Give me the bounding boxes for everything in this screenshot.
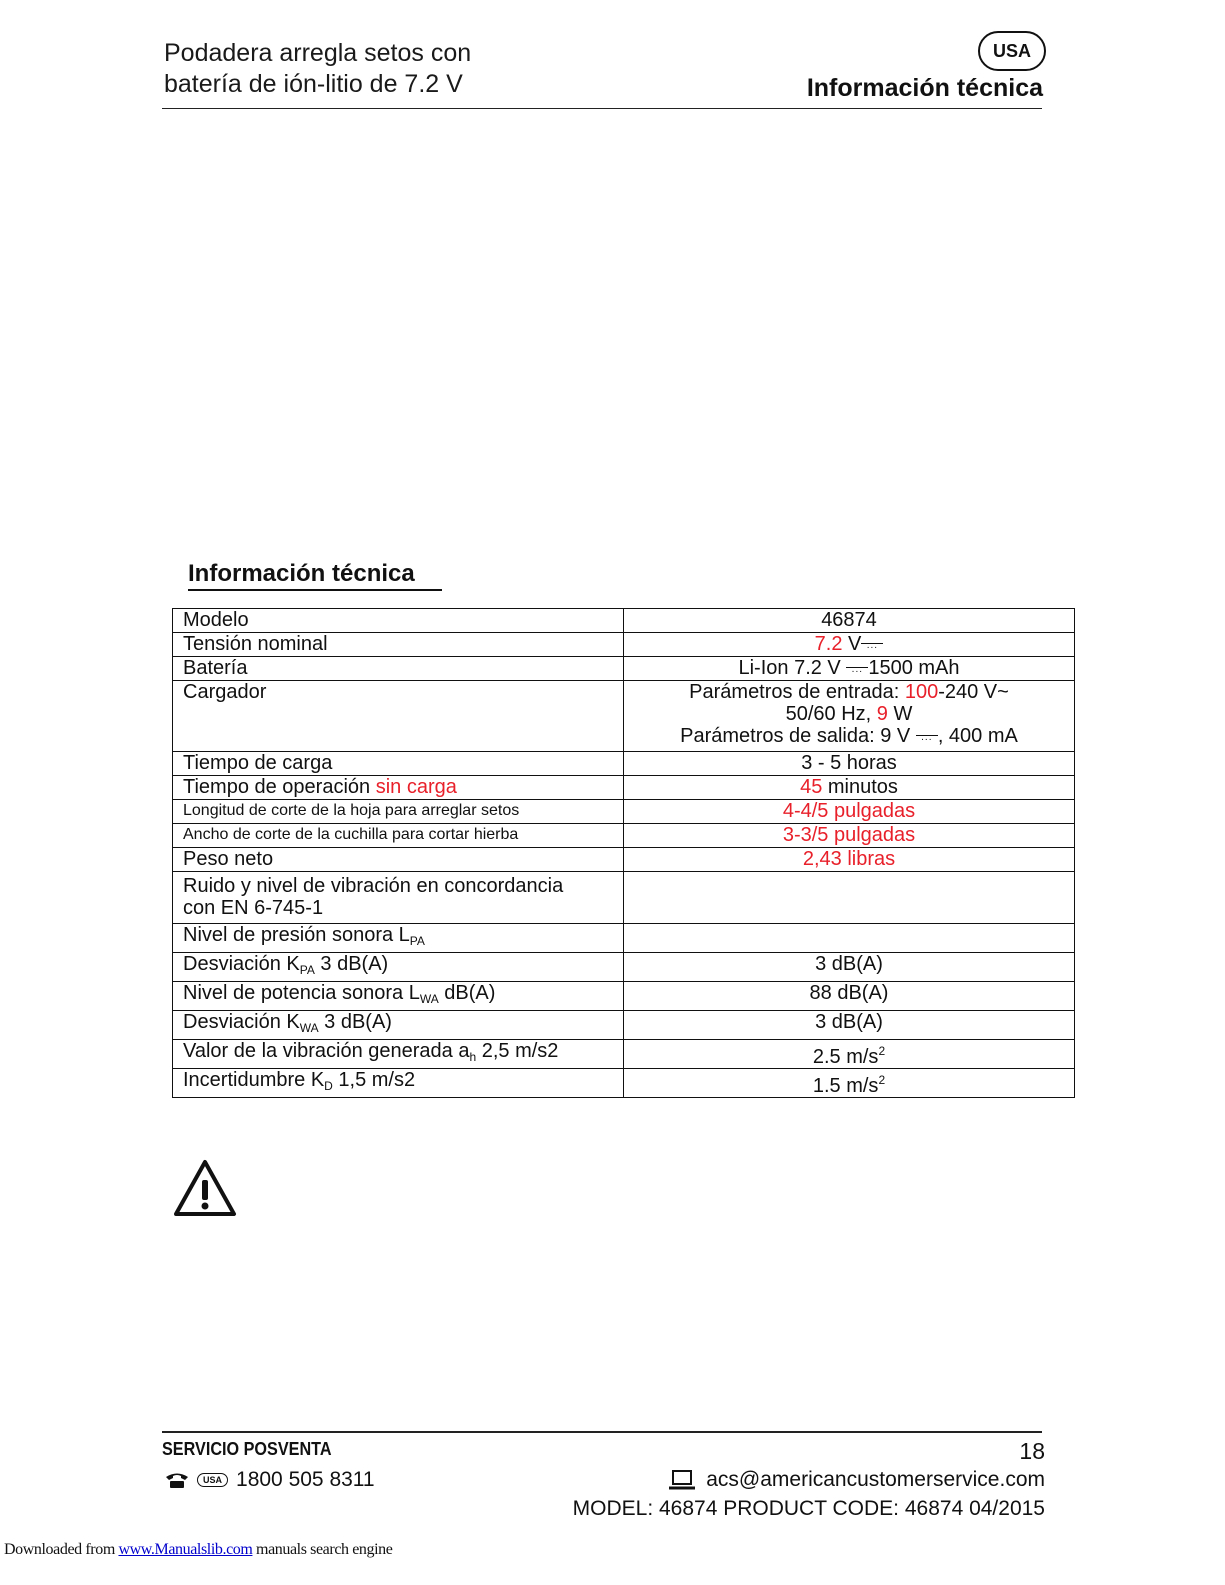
row-label: Batería [173, 657, 624, 681]
value-text: , 400 mA [937, 725, 1018, 747]
label-subscript: D [324, 1079, 333, 1093]
value-highlight: 45 [800, 776, 823, 798]
laptop-icon [668, 1469, 696, 1491]
label-subscript: WA [299, 1021, 319, 1035]
warning-icon [172, 1158, 238, 1218]
value-text: 50/60 Hz, [785, 703, 877, 725]
row-label: Peso neto [173, 848, 624, 872]
download-note [4, 1541, 392, 1559]
label-text: Nivel de presión sonora L [183, 924, 410, 946]
table-row [173, 848, 1075, 872]
dc-symbol-icon: ... [916, 735, 938, 748]
row-label: Ancho de corte de la cuchilla para cortar hierba [173, 824, 624, 848]
table-row [173, 681, 1075, 752]
row-value: 4-4/5 pulgadas [624, 800, 1075, 824]
value-text: Parámetros de salida: 9 V [680, 725, 911, 747]
table-row [173, 924, 1075, 953]
table-row [173, 982, 1075, 1011]
row-value: 88 dB(A) [624, 982, 1075, 1011]
row-label [173, 1069, 624, 1098]
value-text: V [848, 633, 862, 655]
value-text: -240 V~ [938, 681, 1009, 703]
value-superscript: 2 [878, 1044, 886, 1058]
row-value [624, 776, 1075, 800]
row-label [173, 1011, 624, 1040]
email-address: acs@americancustomerservice.com [706, 1468, 1045, 1491]
header-divider [162, 108, 1042, 109]
value-highlight: 9 [876, 703, 888, 725]
telephone-icon [165, 1471, 189, 1489]
row-label: Longitud de corte de la hoja para arreglar setos [173, 800, 624, 824]
table-row [173, 776, 1075, 800]
row-value [624, 924, 1075, 953]
row-value [624, 872, 1075, 924]
label-text: 2,5 m/s2 [476, 1040, 559, 1062]
usa-mini-badge: USA [197, 1473, 228, 1487]
service-heading: SERVICIO POSVENTA [162, 1439, 332, 1459]
label-subscript: PA [299, 963, 315, 977]
table-row [173, 657, 1075, 681]
label-text: Tiempo de operación [183, 776, 376, 798]
row-value [624, 1040, 1075, 1069]
phone-number: 1800 505 8311 [236, 1468, 375, 1491]
row-value: 3-3/5 pulgadas [624, 824, 1075, 848]
title-line-1: Podadera arregla setos con [164, 39, 472, 67]
label-line: con EN 6-745-1 [183, 897, 324, 919]
label-text: 3 dB(A) [314, 953, 389, 975]
table-row [173, 800, 1075, 824]
row-value: 3 dB(A) [624, 1011, 1075, 1040]
value-text: W [887, 703, 913, 725]
row-label: Tiempo de carga [173, 752, 624, 776]
row-label: Cargador [173, 681, 624, 752]
charger-input-line [634, 681, 1064, 703]
download-suffix: manuals search engine [252, 1541, 393, 1558]
phone-contact [165, 1468, 375, 1492]
charger-output-line [634, 725, 1064, 748]
row-label [173, 924, 624, 953]
label-text: Valor de la vibración generada a [183, 1040, 470, 1062]
row-label: Modelo [173, 609, 624, 633]
value-highlight: 7.2 [814, 633, 843, 655]
title-line-2: batería de ión-litio de 7.2 V [164, 70, 463, 98]
row-value [624, 633, 1075, 657]
label-text: Nivel de potencia sonora L [183, 982, 420, 1004]
row-label [173, 982, 624, 1011]
row-label [173, 953, 624, 982]
label-line: Ruido y nivel de vibración en concordancia [183, 875, 564, 897]
label-subscript: WA [419, 992, 439, 1006]
label-text: 3 dB(A) [318, 1011, 392, 1033]
value-highlight: 100 [904, 681, 939, 703]
label-text: 1,5 m/s2 [332, 1069, 416, 1091]
value-superscript: 2 [878, 1073, 886, 1087]
manualslib-link[interactable]: www.Manualslib.com [118, 1541, 253, 1558]
table-row [173, 824, 1075, 848]
row-value: 46874 [624, 609, 1075, 633]
download-prefix: Downloaded from [4, 1541, 119, 1558]
row-value: 2,43 libras [624, 848, 1075, 872]
row-value: 3 - 5 horas [624, 752, 1075, 776]
row-label: Tensión nominal [173, 633, 624, 657]
value-text: Li-Ion 7.2 V [738, 657, 841, 679]
model-code-line: MODEL: 46874 PRODUCT CODE: 46874 04/2015 [572, 1497, 1045, 1520]
header-section-title: Información técnica [806, 74, 1043, 102]
table-row [173, 752, 1075, 776]
dc-symbol-icon: ... [846, 667, 868, 680]
table-row [173, 953, 1075, 982]
usa-badge: USA [978, 31, 1046, 71]
dc-symbol-icon: ... [861, 643, 883, 656]
row-value: 3 dB(A) [624, 953, 1075, 982]
value-text: Parámetros de entrada: [689, 681, 905, 703]
table-row [173, 1040, 1075, 1069]
value-text: 1500 mAh [868, 657, 960, 679]
table-row [173, 1011, 1075, 1040]
table-row [173, 1069, 1075, 1098]
label-highlight: sin carga [375, 776, 457, 798]
label-text: Desviación K [183, 1011, 300, 1033]
value-text: 1.5 m/s [812, 1075, 879, 1097]
value-text: minutos [822, 776, 898, 798]
value-text: 2.5 m/s [812, 1046, 879, 1068]
label-text: Desviación K [183, 953, 300, 975]
email-contact [668, 1468, 1045, 1492]
label-subscript: PA [409, 934, 425, 948]
spec-table [172, 608, 1075, 1098]
row-label [173, 776, 624, 800]
table-row [173, 872, 1075, 924]
row-label [173, 872, 624, 924]
row-value [624, 1069, 1075, 1098]
section-heading: Información técnica [188, 560, 442, 591]
footer-divider [162, 1431, 1042, 1433]
row-value [624, 681, 1075, 752]
row-label [173, 1040, 624, 1069]
table-row [173, 609, 1075, 633]
row-value [624, 657, 1075, 681]
label-text: dB(A) [438, 982, 496, 1004]
label-subscript: h [469, 1050, 477, 1064]
label-text: Incertidumbre K [183, 1069, 325, 1091]
document-title [164, 38, 471, 100]
table-row [173, 633, 1075, 657]
charger-frequency-line [634, 703, 1064, 725]
page-number: 18 [1019, 1438, 1045, 1464]
